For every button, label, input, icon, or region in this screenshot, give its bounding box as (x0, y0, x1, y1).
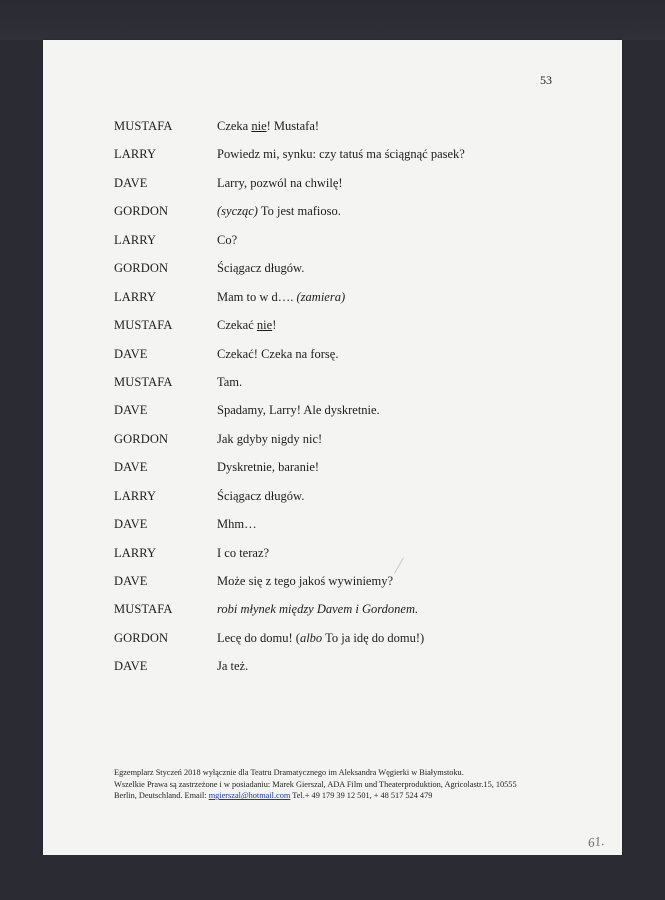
dialogue-text (217, 202, 341, 220)
dialogue-line (114, 316, 594, 344)
handwritten-note: 61. (586, 832, 606, 851)
speaker-name: MUSTAFA (114, 602, 173, 617)
dialogue-line (114, 202, 594, 230)
dialogue-line (114, 401, 594, 429)
dialogue-text (217, 572, 393, 590)
dialogue-line (114, 544, 594, 572)
dialogue-text (217, 145, 465, 163)
dialogue-text (217, 316, 276, 334)
stage-direction: (zamiera) (296, 289, 346, 304)
dialogue-text (217, 544, 269, 562)
scan-bottom-border (0, 855, 665, 900)
email-link[interactable]: mgierszal@hotmail.com (208, 791, 291, 801)
dialogue-fragment: ! (272, 318, 277, 333)
speaker-name: LARRY (114, 232, 157, 247)
speaker-name: MUSTAFA (114, 374, 173, 389)
dialogue-line (114, 288, 594, 316)
speaker-name: LARRY (114, 147, 157, 162)
stage-direction: (sycząc) (217, 204, 258, 219)
dialogue-fragment: I co teraz? (217, 545, 270, 560)
speaker-name: DAVE (114, 659, 148, 674)
dialogue-fragment: Lecę do domu! ( (217, 630, 300, 645)
speaker-name: GORDON (114, 261, 169, 276)
dialogue-fragment: Tam. (217, 374, 243, 389)
dialogue-fragment: Czeka (217, 119, 252, 133)
speaker-name: MUSTAFA (114, 318, 173, 333)
speaker-name: LARRY (114, 545, 157, 560)
dialogue-fragment: To ja idę do domu!) (322, 630, 425, 645)
footer-line-3-suffix: Tel.+ 49 179 39 12 501, + 48 517 524 479 (290, 791, 433, 801)
dialogue-line (114, 231, 594, 259)
dialogue-text (217, 487, 304, 505)
dialogue-line (114, 430, 594, 458)
dialogue-text (217, 288, 345, 306)
speaker-name: LARRY (114, 488, 157, 503)
footer-line-2: Wszelkie Prawa są zastrzeżone i w posiadaniu: Marek Gierszal, ADA Film und Theaterproduktion, Agricolastr.15, 10555 (114, 779, 517, 789)
page-number: 53 (540, 73, 552, 87)
dialogue-text (217, 345, 338, 363)
speaker-name: DAVE (114, 346, 148, 361)
dialogue-fragment: Co? (217, 232, 238, 247)
dialogue-text (217, 231, 237, 249)
dialogue-fragment: Ja też. (217, 659, 249, 674)
footer-line-3-prefix: Berlin, Deutschland. Email: (114, 791, 209, 801)
speaker-name: DAVE (114, 460, 148, 475)
speaker-name: GORDON (114, 204, 169, 219)
dialogue-text (217, 600, 418, 618)
dialogue-fragment: Czekać! Czeka na forsę. (217, 346, 339, 361)
dialogue-fragment: Jak gdyby nigdy nic! (217, 431, 323, 446)
dialogue-text (217, 174, 343, 192)
script-dialogue (114, 117, 594, 686)
dialogue-text (217, 515, 257, 533)
speaker-name: DAVE (114, 175, 148, 190)
dialogue-fragment: Ściągacz długów. (217, 488, 305, 503)
dialogue-text (217, 117, 319, 135)
dialogue-line (114, 117, 594, 145)
dialogue-text (217, 259, 304, 277)
dialogue-line (114, 458, 594, 486)
dialogue-text (217, 430, 322, 448)
dialogue-fragment: ! Mustafa! (266, 119, 320, 133)
dialogue-line (114, 145, 594, 173)
stage-direction: robi młynek między Davem i Gordonem. (217, 602, 419, 617)
dialogue-fragment: Powiedz mi, synku: czy tatuś ma ściągnąć pasek? (217, 147, 465, 162)
speaker-name: MUSTAFA (114, 119, 173, 133)
dialogue-fragment: Może się z tego jakoś wywiniemy? (217, 574, 393, 588)
dialogue-line (114, 657, 594, 685)
stage-direction: albo (299, 630, 323, 645)
dialogue-line (114, 629, 594, 657)
speaker-name: DAVE (114, 517, 148, 532)
speaker-name: DAVE (114, 574, 148, 588)
dialogue-fragment: Czekać (217, 318, 257, 333)
dialogue-fragment: To jest mafioso. (257, 204, 341, 219)
dialogue-text (217, 458, 319, 476)
dialogue-line (114, 487, 594, 515)
dialogue-line (114, 515, 594, 543)
speaker-name: LARRY (114, 289, 157, 304)
dialogue-text (217, 401, 380, 419)
copyright-footer (114, 767, 554, 802)
dialogue-fragment: Dyskretnie, baranie! (217, 460, 320, 475)
dialogue-fragment: Ściągacz długów. (217, 261, 305, 276)
speaker-name: GORDON (114, 431, 169, 446)
dialogue-text (217, 629, 424, 647)
speaker-name: GORDON (114, 630, 169, 645)
dialogue-line (114, 600, 594, 628)
dialogue-fragment: Larry, pozwól na chwilę! (217, 175, 343, 190)
dialogue-fragment: Spadamy, Larry! Ale dyskretnie. (217, 403, 380, 418)
dialogue-fragment: Mhm… (217, 517, 257, 532)
dialogue-line (114, 373, 594, 401)
dialogue-fragment: Mam to w d…. (217, 289, 297, 304)
dialogue-fragment: nie (251, 119, 267, 133)
scan-top-border (0, 0, 665, 40)
dialogue-line (114, 345, 594, 373)
footer-line-3 (114, 790, 554, 802)
dialogue-text (217, 657, 248, 675)
dialogue-line (114, 174, 594, 202)
footer-line-1: Egzemplarz Styczeń 2018 wyłącznie dla Teatru Dramatycznego im Aleksandra Węgierki w Białymstoku. (114, 768, 464, 777)
dialogue-text (217, 373, 242, 391)
speaker-name: DAVE (114, 403, 148, 418)
dialogue-line (114, 572, 594, 600)
dialogue-line (114, 259, 594, 287)
dialogue-fragment: nie (256, 318, 273, 333)
